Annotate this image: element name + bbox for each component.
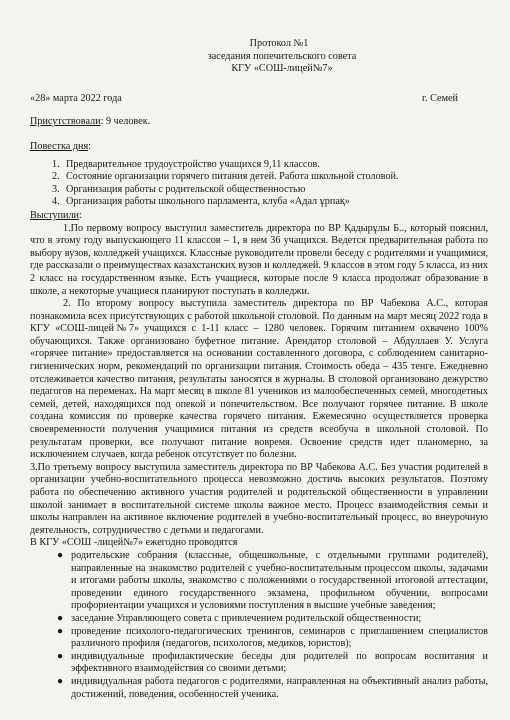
agenda-item <box>52 159 488 172</box>
speeches-colon: : <box>79 209 82 221</box>
agenda-item-number: 1. <box>52 158 60 170</box>
attendance-count: : 9 человек. <box>100 116 151 128</box>
events-item-text: заседание Управляющего совета с привлечением родительской общественности; <box>71 612 422 624</box>
meeting-date: «28» марта 2022 года <box>30 92 122 104</box>
agenda-list <box>30 159 488 209</box>
events-list <box>30 550 488 701</box>
agenda-item-number: 3. <box>52 183 60 195</box>
bullet-icon: ● <box>57 675 64 687</box>
agenda-item-text: Организация работы с родительской общественностью <box>66 183 306 195</box>
speeches-label: Выступили <box>30 209 80 221</box>
agenda-item-text: Состояние организации горячего питания детей. Работа школьной столовой. <box>66 171 399 183</box>
agenda-item-text: Предварительное трудоустройство учащихся 9,11 классов. <box>66 158 320 170</box>
events-list-item <box>57 613 488 626</box>
speech-paragraph-2: 2. По второму вопросу выступила заместитель директора по ВР Чабекова А.С., которая познакомила всех присутствующих с работой школьной столовой. По данным на март месяц 2022 года в КГУ «СОШ-лицей№7» учащихся с 1-11 класс – 1280 человек. Горячим питанием охвачено 100% обучающихся. Также организовано буфетное питание. Арендатор столовой – Абдуллаев У. Услуга «горячее питание» предоставляется на основании составленного договора, с соблюдением санитарно-гигиенических норм, рекомендаций по организации питания. Стоимость обеда – 435 тенге. Ежедневно отслеживается качество питания, результаты заносятся в журналы. В столовой организовано дежурство педагогов на переменах. На март месяц в школе 81 учеников из малообеспеченных семей, многодетных семей, детей, находящихся под опекой и попечительством. Все получают горячее питание. В школе создана комиссия по проверке качества горячего питания. Ежемесячно осуществляется проверка своевременности получения учащимися питания из средств всеобуча в школьной столовой. По результатам проверки, все получают питание вовремя. Освоение средств идет планомерно, за исключением случаев, когда ребенок отсутствует по болезни. <box>30 298 488 461</box>
agenda-item <box>52 196 488 209</box>
agenda-item <box>52 171 488 184</box>
attendance-label: Присутствовали <box>30 116 101 128</box>
events-list-item <box>57 550 488 613</box>
speech-paragraph-1: 1.По первому вопросу выступил заместитель директора по ВР Қадырұлы Б.., который пояснил, что в этому году выпускающего 11 классов – 1, в нем 36 учащихся. Ведется предварительная работа по выбору вузов, колледжей учащихся. Классные руководители провели беседу с родителями и учащимися, где рассказали о преимуществах казахстанских вузов и колледжей. 9 классов в этом году 5 класса, из них 2 класс на государственном языке. Есть учащиеся, которые после 9 класса продолжат образование в школе, а некоторые учащиеся планируют поступать в колледжи. <box>30 222 488 297</box>
speeches-heading <box>30 210 488 223</box>
events-item-text: проведение психолого-педагогических тренингов, семинаров с приглашением специалистов различного профиля (педагогов, психологов, медиков, юристов); <box>71 625 488 650</box>
speech-paragraph-3: 3.По третьему вопросу выступила заместитель директора по ВР Чабекова А.С. Без участия родителей в организации учебно-воспитательного процесса невозможно достичь высоких результатов. Поэтому работа по обеспечению активного участия родителей и родительской общественности в управлении школой занимает в воспитательной системе школы важное место. Процесс взаимодействия семьи и школы направлен на активное включение родителей в учебно-воспитательный процесс, во внеурочную деятельность, сотрудничество с детьми и педагогами. <box>30 461 488 536</box>
bullet-icon: ● <box>57 650 64 662</box>
protocol-title: Протокол №1 <box>249 38 309 49</box>
agenda-item <box>52 184 488 197</box>
events-list-item <box>57 626 488 651</box>
events-item-text: родительские собрания (классные, общешкольные, с отдельными группами родителей), направленные на знакомство родителей с учебно-воспитательным процессом школы, задачами и итогами работы школы, знакомство с положениями о государственной итоговой аттестации, проведении единого государственного экзамена, профильном обучении, вопросами профориентации учащихся и условиями поступления в высшие учебные заведения; <box>71 549 488 612</box>
agenda-label: Повестка дня <box>30 140 89 152</box>
events-intro: В КГУ «СОШ -лицей№7» ежегодно проводятся <box>30 537 238 549</box>
attendance <box>30 116 488 129</box>
agenda-heading <box>30 141 488 154</box>
agenda-item-number: 2. <box>52 171 60 183</box>
date-line <box>30 93 488 106</box>
agenda-colon: : <box>88 140 91 152</box>
events-item-text: индивидуальная работа педагогов с родителями, направленная на объективный анализ работы, достижений, поведения, особенностей ученика. <box>71 675 488 700</box>
bullet-icon: ● <box>57 625 64 637</box>
events-list-item <box>57 651 488 676</box>
agenda-item-number: 4. <box>52 196 60 208</box>
organization-name: КГУ «СОШ-лицей№7» <box>231 63 333 75</box>
bullet-icon: ● <box>57 549 64 561</box>
events-item-text: индивидуальные профилактические беседы для родителей по вопросам воспитания и эффективного взаимодействия со своими детьми; <box>71 650 488 675</box>
protocol-subtitle: заседания попечительского совета <box>207 50 357 62</box>
events-list-item <box>57 676 488 701</box>
meeting-city: г. Семей <box>422 92 458 104</box>
agenda-item-text: Организация работы школьного парламента, клуба «Адал ұрпақ» <box>66 196 350 208</box>
bullet-icon: ● <box>57 612 64 624</box>
